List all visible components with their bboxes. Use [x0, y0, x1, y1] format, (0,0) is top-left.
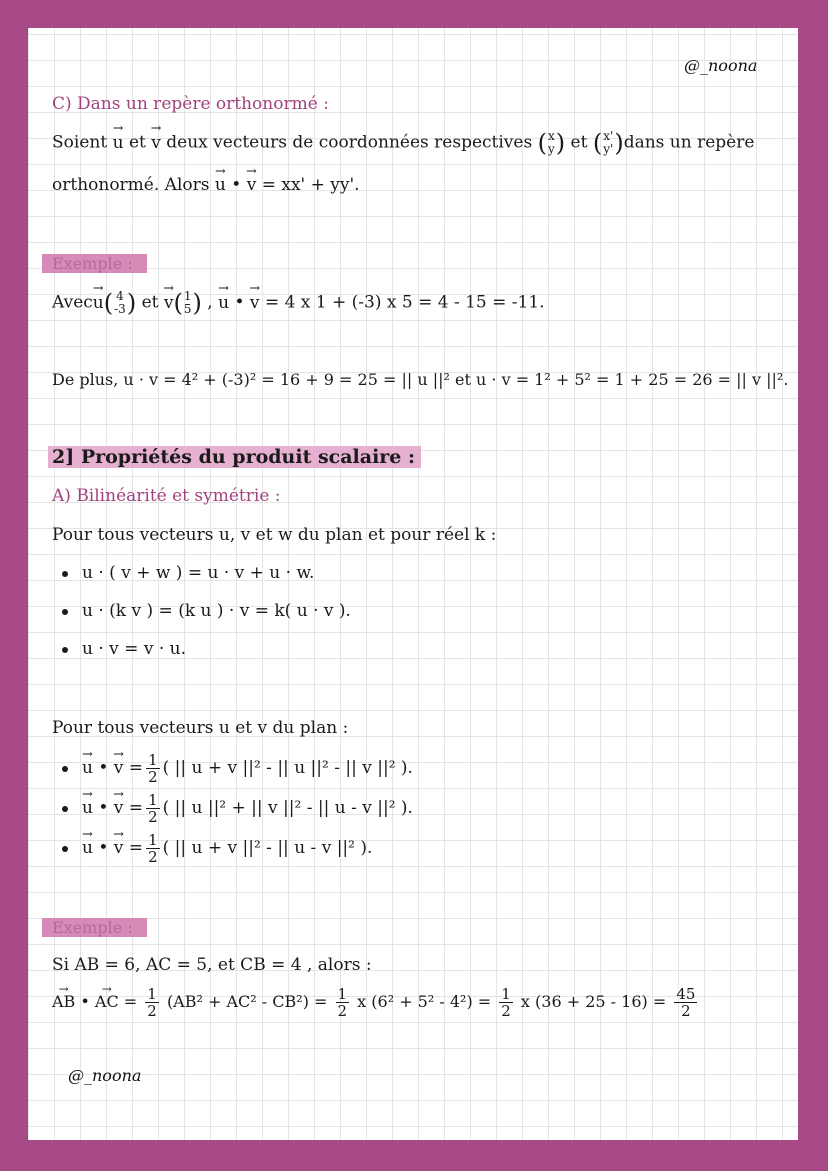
- example2-line2: → AB • → AC = $\frac{1}{2}$ (AB² + AC² - CB²) = $\frac{1}{2}$ x (6² + 5² - 4²) = $\frac{1}{2}$ x (36 + 25 - 16) = $\frac{45}{2}$: [52, 986, 700, 1019]
- coord-v: x' y': [603, 129, 614, 156]
- identity-item: → u • → v = $\frac{1}{2}$ ( || u + v ||² - || u - v ||² ).: [62, 832, 372, 865]
- section-2-title: 2] Propriétés du produit scalaire :: [48, 446, 421, 468]
- section-c-line2: orthonormé. Alors → u • → v = xx' + yy'.: [52, 175, 360, 195]
- signature-bottom: @_noona: [68, 1066, 142, 1085]
- property-item: u · v = v · u.: [62, 639, 186, 659]
- vector-u: → u: [113, 133, 124, 153]
- example2-line1: Si AB = 6, AC = 5, et CB = 4 , alors :: [52, 955, 372, 975]
- section-c-line1: Soient → u et → v deux vecteurs de coordonnées respectives ( x y ) et ( x' y' )dans un repère: [52, 130, 754, 156]
- notebook-page: [28, 28, 798, 1140]
- section-2a-subtitle: A) Bilinéarité et symétrie :: [52, 486, 281, 506]
- example-label-2: Exemple :: [42, 918, 147, 937]
- vector-v: → v: [151, 133, 161, 153]
- identity-item: → u • → v = $\frac{1}{2}$ ( || u ||² + || v ||² - || u - v ||² ).: [62, 792, 413, 825]
- bilinearity-intro: Pour tous vecteurs u, v et w du plan et pour réel k :: [52, 525, 497, 545]
- example1-line1: Avec→ u( 4 -3 ) et → v( 1 5 ) , → u • → v = 4 x 1 + (-3) x 5 = 4 - 15 = -11.: [52, 290, 545, 316]
- property-item: u · ( v + w ) = u · v + u · w.: [62, 563, 314, 583]
- coord-u: x y: [547, 129, 555, 156]
- example-label-1: Exemple :: [42, 254, 147, 273]
- property-item: u · (k v ) = (k u ) · v = k( u · v ).: [62, 601, 351, 621]
- example1-line2: De plus, u · v = 4² + (-3)² = 16 + 9 = 25 = || u ||² et u · v = 1² + 5² = 1 + 25 = 26 = || v ||².: [52, 370, 789, 389]
- identity-item: → u • → v = $\frac{1}{2}$ ( || u + v ||² - || u ||² - || v ||² ).: [62, 752, 413, 785]
- section-c-title: C) Dans un repère orthonormé :: [52, 94, 329, 114]
- signature-top: @_noona: [684, 56, 758, 75]
- polarization-intro: Pour tous vecteurs u et v du plan :: [52, 718, 349, 738]
